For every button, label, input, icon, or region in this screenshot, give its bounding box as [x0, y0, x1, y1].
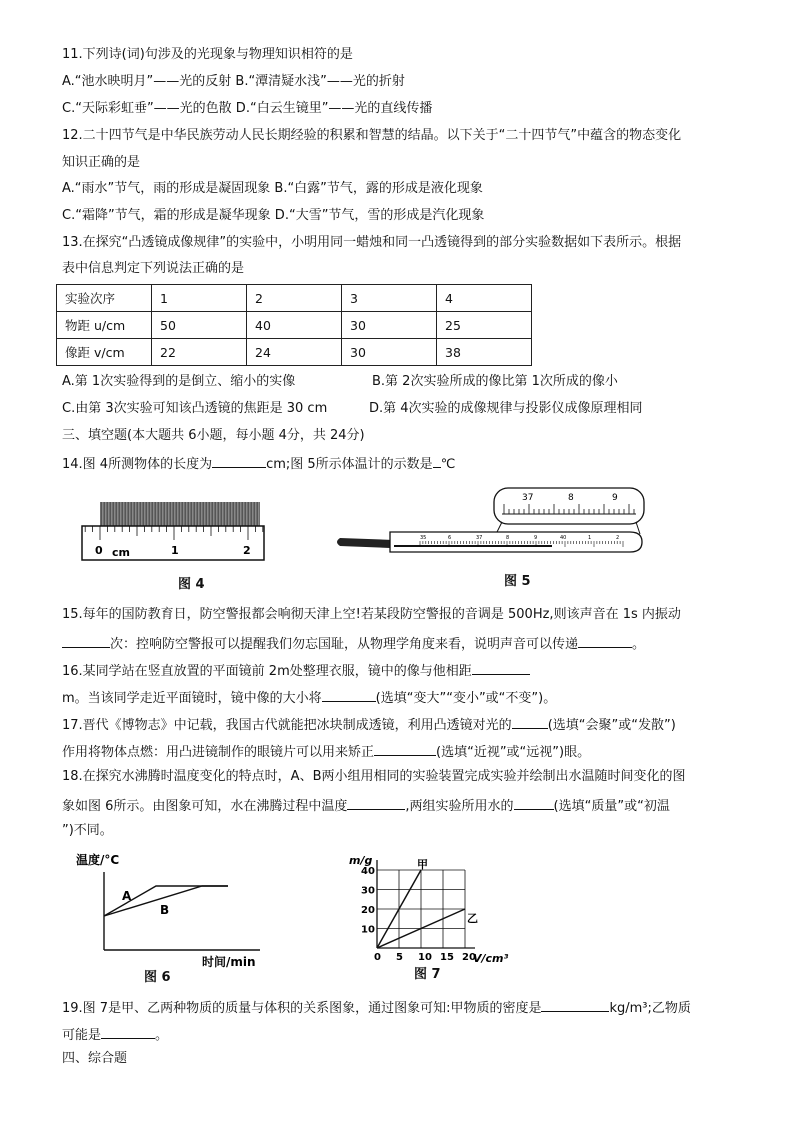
q14-text-3: ℃	[440, 457, 456, 472]
fig7-grid	[377, 860, 475, 948]
q16-line-1: 16.某同学站在竖直放置的平面镜前 2m处整理衣服，镜中的像与他相距	[62, 660, 530, 681]
table-row	[57, 312, 532, 339]
q12-options-ab: A.“雨水”节气，雨的形成是凝固现象 B.“白露”节气，露的形成是液化现象	[62, 181, 483, 196]
table-cell: 40	[247, 312, 342, 339]
x-tick-label: 10	[418, 952, 432, 963]
q18-line-2: 象如图 6所示。由图象可知，水在沸腾过程中温度 ,两组实验所用水的 (选填“质量”或“初温	[62, 795, 670, 816]
section-3-heading: 三、填空题(本大题共 6小题，每小题 4分，共 24分)	[62, 428, 365, 443]
answer-blank	[212, 453, 266, 468]
zoom-label-8: 8	[568, 493, 574, 503]
thermometer-bulb	[337, 538, 394, 548]
ruler-label-2: 2	[243, 544, 251, 557]
answer-blank	[578, 633, 632, 648]
q15-line-2: 次：控响防空警报可以提醒我们勿忘国耻，从物理学角度来看，说明声音可以传递 。	[62, 633, 645, 654]
table-cell: 30	[342, 312, 437, 339]
q13-option-d: D.第 4次实验的成像规律与投影仪成像原理相同	[369, 401, 643, 416]
q13-stem-1: 13.在探究“凸透镜成像规律”的实验中，小明用同一蜡烛和同一凸透镜得到的部分实验数据如下表所示。根据	[62, 235, 682, 250]
fig7-xlabel: V/cm³	[473, 952, 509, 965]
q18-line-1: 18.在探究水沸腾时温度变化的特点时，A、B两小组用相同的实验装置完成实验并绘制出水温随时间变化的图	[62, 769, 686, 784]
answer-blank	[514, 795, 554, 810]
curve-a-label: A	[122, 889, 132, 903]
table-cell: 30	[342, 339, 437, 366]
q18-line-3: ”)不同。	[62, 823, 113, 838]
table-cell: 25	[437, 312, 532, 339]
curve-b-label: B	[160, 903, 170, 917]
answer-blank	[347, 795, 405, 810]
q16-line-2: m。当该同学走近平面镜时，镜中像的大小将 (选填“变大”“变小”或“不变”)。	[62, 687, 556, 708]
fig7-caption: 图 7	[414, 967, 441, 982]
x-tick-label: 5	[396, 952, 403, 963]
svg-text:2: 2	[616, 535, 620, 541]
q15-line-1: 15.每年的国防教育日，防空警报都会响彻天津上空!若某段防空警报的音调是 500Hz,则该声音在 1s 内振动	[62, 607, 681, 622]
q19-line-1: 19.图 7是甲、乙两种物质的质量与体积的关系图象，通过图象可知:甲物质的密度是 kg/m³;乙物质	[62, 997, 691, 1018]
table-cell: 1	[152, 285, 247, 312]
q12-options-cd: C.“霜降”节气，霜的形成是凝华现象 D.“大雪”节气，雪的形成是汽化现象	[62, 208, 485, 223]
q13-option-b: B.第 2次实验所成的像比第 1次所成的像小	[372, 374, 618, 389]
fig4-caption: 图 4	[178, 577, 205, 592]
section-4-heading: 四、综合题	[62, 1051, 128, 1066]
q19-line-2: 可能是 。	[62, 1024, 168, 1045]
table-cell: 50	[152, 312, 247, 339]
table-cell: 22	[152, 339, 247, 366]
x-tick-label: 15	[440, 952, 454, 963]
q14-stem	[62, 453, 455, 474]
fig5-caption: 图 5	[504, 574, 531, 589]
y-tick-label: 40	[361, 866, 375, 877]
answer-blank	[101, 1024, 155, 1039]
table-row	[57, 339, 532, 366]
table-cell: 24	[247, 339, 342, 366]
q13-stem-2: 表中信息判定下列说法正确的是	[62, 261, 245, 276]
table-row	[57, 285, 532, 312]
x-tick-label: 20	[462, 952, 476, 963]
answer-blank	[472, 660, 530, 675]
fig6-ylabel: 温度/°C	[76, 853, 120, 867]
q11-stem: 11.下列诗(词)句涉及的光现象与物理知识相符的是	[62, 47, 353, 62]
answer-blank	[512, 714, 548, 729]
fig7-mass-volume-chart	[345, 850, 525, 965]
q14-text-1: 14.图 4所测物体的长度为	[62, 457, 213, 472]
answer-blank	[62, 633, 110, 648]
table-cell: 实验次序	[57, 285, 152, 312]
table-cell: 物距 u/cm	[57, 312, 152, 339]
ruler-figure	[78, 500, 268, 566]
q17-line-2: 作用将物体点燃：用凸进镜制作的眼镜片可以用来矫正 (选填“近视”或“远视”)眼。	[62, 741, 590, 762]
q13-option-a: A.第 1次实验得到的是倒立、缩小的实像	[62, 374, 296, 389]
ruler-label-0: 0	[95, 544, 103, 557]
q12-stem-2: 知识正确的是	[62, 155, 141, 170]
q12-stem-1: 12.二十四节气是中华民族劳动人民长期经验的积累和智慧的结晶。以下关于“二十四节气”中蕴含的物态变化	[62, 128, 682, 143]
svg-text:9: 9	[534, 535, 538, 541]
svg-text:40: 40	[560, 535, 567, 541]
fig7-series-label-yi: 乙	[467, 912, 478, 925]
zoom-label-37: 37	[522, 493, 534, 503]
answer-blank	[374, 741, 436, 756]
table-cell: 3	[342, 285, 437, 312]
lens-data-table	[56, 284, 532, 366]
table-cell: 像距 v/cm	[57, 339, 152, 366]
ruler-unit: cm	[112, 546, 130, 559]
zoom-label-9: 9	[612, 493, 618, 503]
svg-text:6: 6	[448, 535, 452, 541]
q11-options-ab: A.“池水映明月”——光的反射 B.“潭清疑水浅”——光的折射	[62, 74, 405, 89]
fig6-boiling-graph	[70, 850, 270, 970]
answer-blank	[433, 453, 441, 468]
table-cell: 2	[247, 285, 342, 312]
q13-option-c: C.由第 3次实验可知该凸透镜的焦距是 30 cm	[62, 401, 328, 416]
table-cell: 4	[437, 285, 532, 312]
fig7-ylabel: m/g	[349, 854, 373, 867]
y-tick-label: 30	[361, 885, 375, 897]
svg-text:1: 1	[588, 535, 592, 541]
svg-text:35: 35	[420, 535, 427, 541]
ruler-label-1: 1	[171, 544, 179, 557]
table-cell: 38	[437, 339, 532, 366]
answer-blank	[541, 997, 609, 1012]
fig6-xlabel: 时间/min	[202, 955, 256, 969]
svg-text:8: 8	[506, 535, 510, 541]
svg-text:37: 37	[476, 535, 483, 541]
q14-text-2: cm;图 5所示体温计的示数是	[266, 457, 433, 472]
q17-line-1: 17.晋代《博物志》中记载，我国古代就能把冰块制成透镜，利用凸透镜对光的 (选填“会聚”或“发散”)	[62, 714, 676, 735]
thermometer-figure	[330, 486, 650, 566]
y-tick-label: 20	[361, 905, 375, 916]
y-tick-label: 10	[361, 924, 375, 936]
fig7-series-label-jia: 甲	[417, 858, 428, 871]
fig6-caption: 图 6	[144, 970, 171, 985]
x-tick-label: 0	[374, 952, 381, 963]
answer-blank	[322, 687, 376, 702]
q11-options-cd: C.“天际彩虹垂”——光的色散 D.“白云生镜里”——光的直线传播	[62, 101, 433, 116]
